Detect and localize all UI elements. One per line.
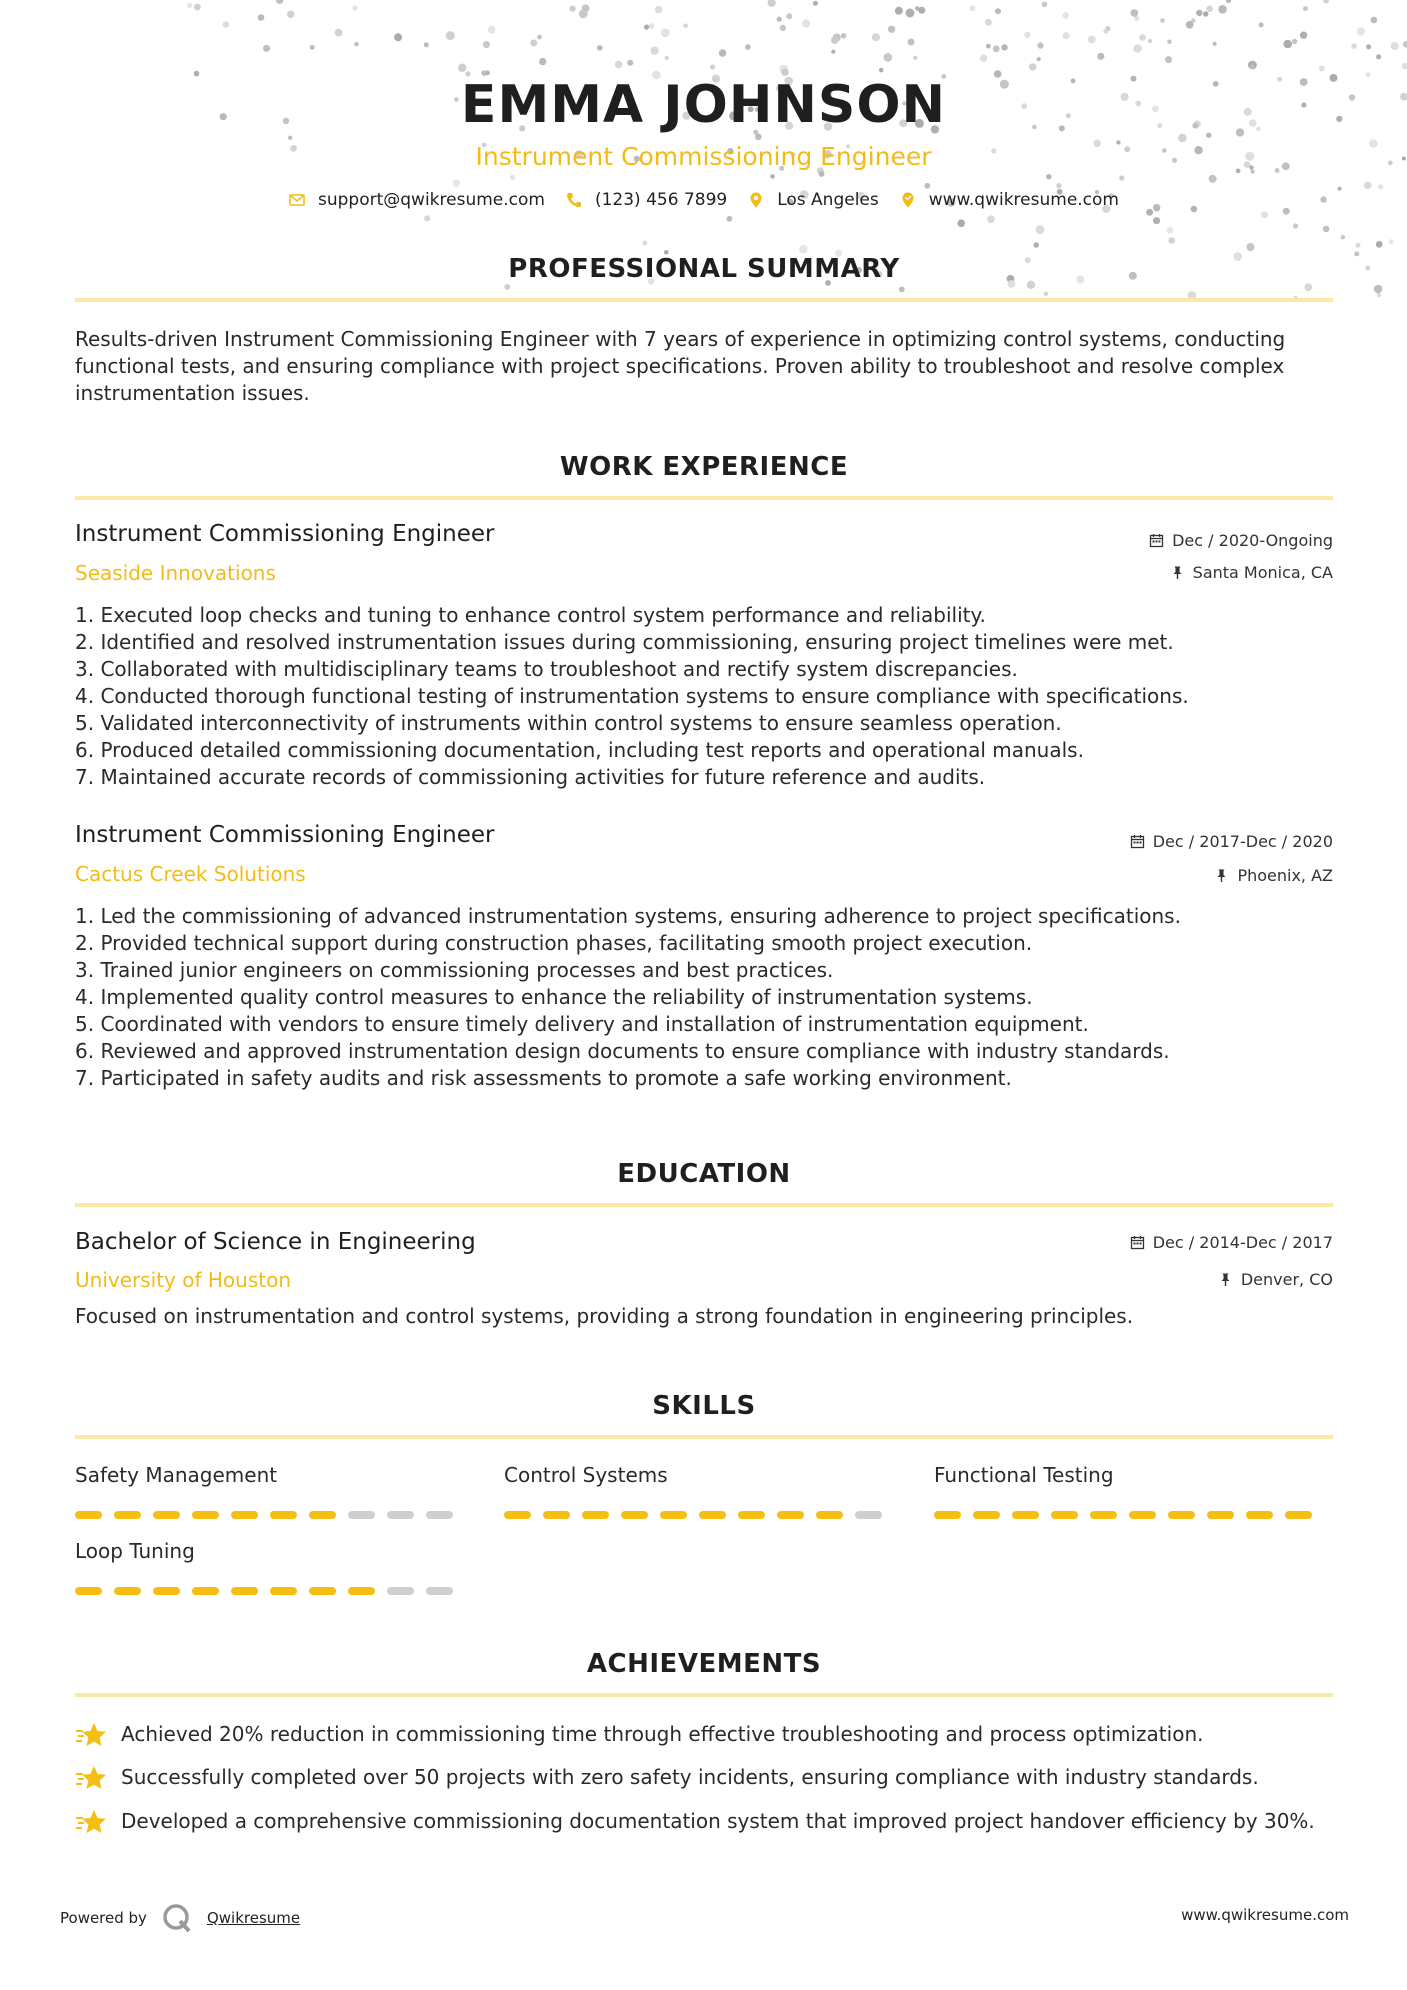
skill-segment-filled bbox=[1285, 1511, 1312, 1519]
list-item: 3. Collaborated with multidisciplinary teams to troubleshoot and rectify system discrepancies. bbox=[75, 657, 1018, 681]
star-icon bbox=[75, 1808, 107, 1838]
skill-segment-filled bbox=[1129, 1511, 1156, 1519]
job-title: Instrument Commissioning Engineer bbox=[75, 822, 495, 848]
skill-segment-filled bbox=[738, 1511, 765, 1519]
achievement-item bbox=[75, 1808, 1333, 1838]
skill-segment-filled bbox=[621, 1511, 648, 1519]
calendar-icon bbox=[1130, 1235, 1145, 1250]
skill-segment-filled bbox=[75, 1587, 102, 1595]
list-item: 6. Reviewed and approved instrumentation design documents to ensure compliance with industry standards. bbox=[75, 1039, 1170, 1063]
contact-location bbox=[747, 190, 879, 210]
list-item: 1. Led the commissioning of advanced instrumentation systems, ensuring adherence to project specifications. bbox=[75, 904, 1181, 928]
skill-segment-filled bbox=[816, 1511, 843, 1519]
skills-heading: SKILLS bbox=[652, 1391, 756, 1421]
qwikresume-logo-icon bbox=[161, 1902, 193, 1934]
achievement-item bbox=[75, 1764, 1333, 1794]
skill-segment-filled bbox=[114, 1587, 141, 1595]
pushpin-icon bbox=[1214, 868, 1229, 883]
skill-segment-empty bbox=[426, 1511, 453, 1519]
contact-website[interactable] bbox=[899, 190, 1119, 210]
education-date bbox=[1130, 1233, 1333, 1252]
summary-heading: PROFESSIONAL SUMMARY bbox=[508, 254, 900, 284]
skill-meter bbox=[75, 1511, 453, 1519]
skill-segment-filled bbox=[153, 1511, 180, 1519]
resume-header bbox=[0, 70, 1407, 210]
location-text: Los Angeles bbox=[777, 190, 879, 210]
skill-segment-filled bbox=[231, 1587, 258, 1595]
skill-segment-filled bbox=[231, 1511, 258, 1519]
skill-segment-empty bbox=[426, 1587, 453, 1595]
skill-segment-filled bbox=[699, 1511, 726, 1519]
skill-segment-filled bbox=[270, 1511, 297, 1519]
skill-segment-filled bbox=[1012, 1511, 1039, 1519]
skill-segment-filled bbox=[75, 1511, 102, 1519]
skill-segment-filled bbox=[309, 1587, 336, 1595]
summary-text: Results-driven Instrument Commissioning Engineer with 7 years of experience in optimizing control systems, conducting functional tests, and ensuring compliance with project specifications. Proven ability to troubleshoot and resolve complex instrumentation issues. bbox=[75, 327, 1286, 405]
skill-label: Loop Tuning bbox=[75, 1539, 195, 1563]
skills-divider bbox=[75, 1435, 1333, 1439]
list-item: 7. Maintained accurate records of commissioning activities for future reference and audits. bbox=[75, 765, 986, 789]
list-item: 4. Implemented quality control measures to enhance the reliability of instrumentation systems. bbox=[75, 985, 1033, 1009]
job-location-text: Santa Monica, CA bbox=[1192, 563, 1333, 582]
job-title: Instrument Commissioning Engineer bbox=[75, 521, 495, 547]
skill-segment-filled bbox=[777, 1511, 804, 1519]
job-date-text: Dec / 2017-Dec / 2020 bbox=[1152, 832, 1333, 851]
job-company: Cactus Creek Solutions bbox=[75, 862, 306, 886]
envelope-icon bbox=[288, 191, 306, 209]
skill-segment-filled bbox=[192, 1511, 219, 1519]
job-date-text: Dec / 2020-Ongoing bbox=[1172, 531, 1333, 550]
star-icon bbox=[75, 1764, 107, 1794]
skill-segment-filled bbox=[582, 1511, 609, 1519]
contact-phone[interactable] bbox=[565, 190, 727, 210]
star-icon bbox=[75, 1721, 107, 1751]
skill-segment-filled bbox=[114, 1511, 141, 1519]
list-item: 5. Validated interconnectivity of instruments within control systems to ensure seamless operation. bbox=[75, 711, 1062, 735]
list-item: 2. Provided technical support during construction phases, facilitating smooth project execution. bbox=[75, 931, 1033, 955]
globe-pin-icon bbox=[899, 191, 917, 209]
skill-meter bbox=[75, 1587, 453, 1595]
achievements-heading: ACHIEVEMENTS bbox=[586, 1649, 822, 1679]
website-text[interactable]: www.qwikresume.com bbox=[928, 190, 1119, 210]
skill-segment-empty bbox=[348, 1511, 375, 1519]
job-bullets bbox=[75, 903, 1333, 1092]
email-text[interactable]: support@qwikresume.com bbox=[318, 190, 545, 210]
list-item: 1. Executed loop checks and tuning to enhance control system performance and reliability. bbox=[75, 603, 986, 627]
list-item: 3. Trained junior engineers on commissioning processes and best practices. bbox=[75, 958, 834, 982]
skill-segment-filled bbox=[153, 1587, 180, 1595]
skill-segment-filled bbox=[348, 1587, 375, 1595]
skill-label: Functional Testing bbox=[934, 1463, 1114, 1487]
experience-divider bbox=[75, 496, 1333, 500]
qwikresume-link[interactable]: Qwikresume bbox=[206, 1909, 301, 1927]
skill-segment-filled bbox=[1168, 1511, 1195, 1519]
job-date bbox=[1149, 531, 1333, 550]
education-date-text: Dec / 2014-Dec / 2017 bbox=[1152, 1233, 1333, 1252]
skill-segment-filled bbox=[973, 1511, 1000, 1519]
skill-segment-filled bbox=[309, 1511, 336, 1519]
skill-segment-empty bbox=[387, 1511, 414, 1519]
skill-segment-empty bbox=[387, 1587, 414, 1595]
contact-row bbox=[0, 190, 1407, 210]
list-item: 2. Identified and resolved instrumentation issues during commissioning, ensuring project timelines were met. bbox=[75, 630, 1174, 654]
skill-meter bbox=[504, 1511, 882, 1519]
skill-segment-filled bbox=[934, 1511, 961, 1519]
phone-text[interactable]: (123) 456 7899 bbox=[594, 190, 728, 210]
list-item: 5. Coordinated with vendors to ensure timely delivery and installation of instrumentation equipment. bbox=[75, 1012, 1089, 1036]
pushpin-icon bbox=[1170, 565, 1185, 580]
calendar-icon bbox=[1149, 533, 1164, 548]
phone-icon bbox=[565, 191, 583, 209]
achievement-text: Successfully completed over 50 projects with zero safety incidents, ensuring compliance with industry standards. bbox=[121, 1765, 1259, 1789]
map-pin-icon bbox=[747, 191, 765, 209]
job-location-text: Phoenix, AZ bbox=[1237, 866, 1333, 885]
calendar-icon bbox=[1130, 834, 1145, 849]
experience-heading: WORK EXPERIENCE bbox=[559, 452, 849, 482]
candidate-name: EMMA JOHNSON bbox=[460, 75, 947, 135]
education-divider bbox=[75, 1203, 1333, 1207]
education-location-text: Denver, CO bbox=[1240, 1270, 1333, 1289]
education-location bbox=[1218, 1270, 1333, 1289]
achievements-divider bbox=[75, 1693, 1333, 1697]
candidate-title: Instrument Commissioning Engineer bbox=[475, 142, 932, 171]
job-date bbox=[1130, 832, 1333, 851]
skill-label: Control Systems bbox=[504, 1463, 668, 1487]
job-bullets bbox=[75, 602, 1333, 791]
footer-powered-by bbox=[60, 1902, 300, 1934]
skill-segment-filled bbox=[1207, 1511, 1234, 1519]
skill-segment-empty bbox=[855, 1511, 882, 1519]
list-item: 7. Participated in safety audits and risk assessments to promote a safe working environment. bbox=[75, 1066, 1012, 1090]
education-heading: EDUCATION bbox=[617, 1159, 791, 1189]
skill-label: Safety Management bbox=[75, 1463, 278, 1487]
skill-segment-filled bbox=[270, 1587, 297, 1595]
job-location bbox=[1214, 866, 1333, 885]
achievement-text: Achieved 20% reduction in commissioning time through effective troubleshooting and process optimization. bbox=[121, 1722, 1204, 1746]
job-company: Seaside Innovations bbox=[75, 561, 276, 585]
skill-segment-filled bbox=[543, 1511, 570, 1519]
pushpin-icon bbox=[1218, 1272, 1233, 1287]
contact-email[interactable] bbox=[288, 190, 545, 210]
job-location bbox=[1170, 563, 1333, 582]
skill-segment-filled bbox=[1246, 1511, 1273, 1519]
achievement-text: Developed a comprehensive commissioning documentation system that improved project handover efficiency by 30%. bbox=[121, 1809, 1315, 1833]
skill-meter bbox=[934, 1511, 1312, 1519]
school-name: University of Houston bbox=[75, 1268, 292, 1292]
list-item: 4. Conducted thorough functional testing of instrumentation systems to ensure compliance with specifications. bbox=[75, 684, 1189, 708]
footer-website[interactable]: www.qwikresume.com bbox=[1181, 1906, 1349, 1924]
summary-divider bbox=[75, 298, 1333, 302]
achievement-item bbox=[75, 1721, 1333, 1751]
skill-segment-filled bbox=[504, 1511, 531, 1519]
powered-by-label: Powered by bbox=[60, 1909, 147, 1927]
skill-segment-filled bbox=[1090, 1511, 1117, 1519]
list-item: 6. Produced detailed commissioning documentation, including test reports and operational manuals. bbox=[75, 738, 1084, 762]
degree-title: Bachelor of Science in Engineering bbox=[75, 1229, 476, 1255]
skill-segment-filled bbox=[192, 1587, 219, 1595]
education-description: Focused on instrumentation and control systems, providing a strong foundation in engineering principles. bbox=[75, 1304, 1134, 1328]
skill-segment-filled bbox=[1051, 1511, 1078, 1519]
skill-segment-filled bbox=[660, 1511, 687, 1519]
